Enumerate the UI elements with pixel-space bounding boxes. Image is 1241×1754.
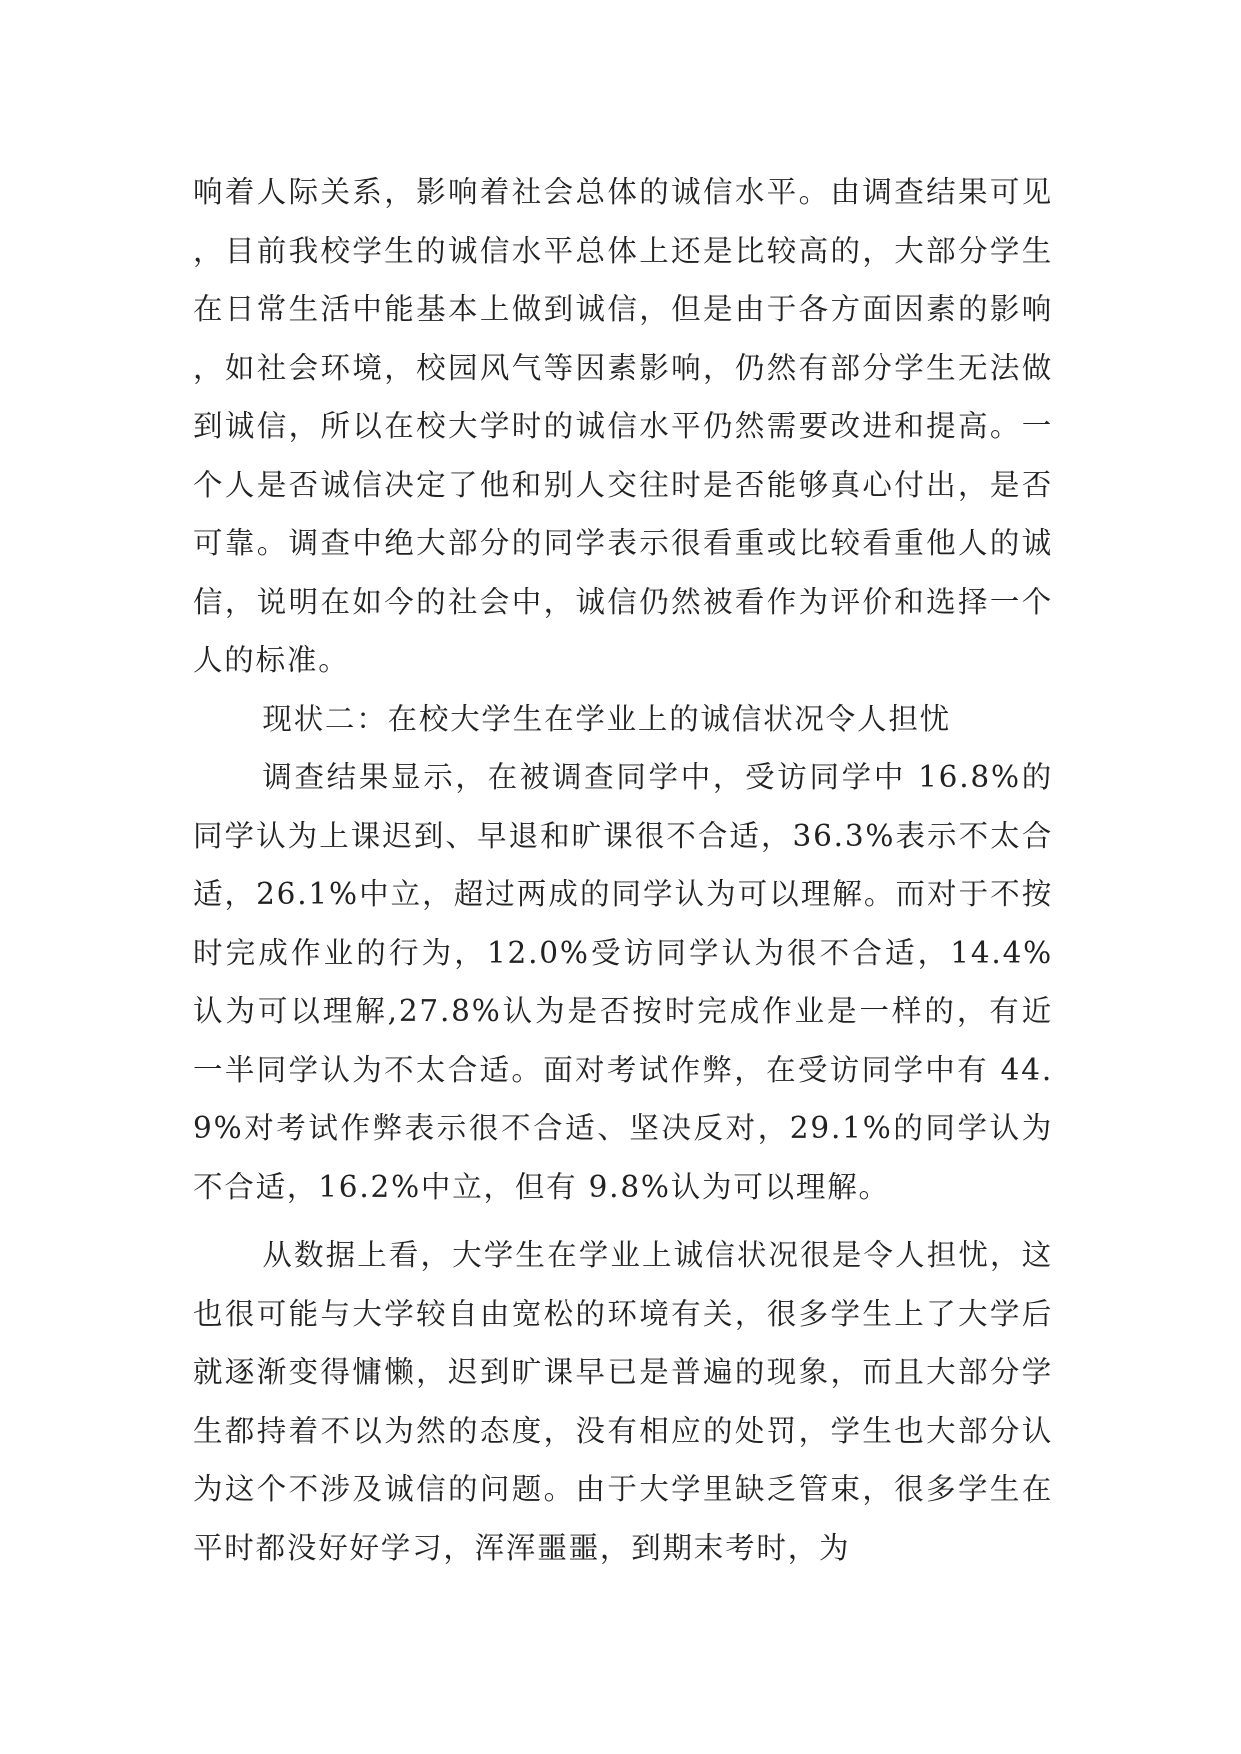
document-body	[193, 163, 1053, 1577]
section-heading-status-two: 现状二：在校大学生在学业上的诚信状况令人担忧	[262, 701, 951, 736]
paragraph-integrity-level: 响着人际关系，影响着社会总体的诚信水平。由调查结果可见，目前我校学生的诚信水平总体上还是比较高的，大部分学生在日常生活中能基本上做到诚信，但是由于各方面因素的影响，如社会环境，校园风气等因素影响，仍然有部分学生无法做到诚信，所以在校大学时的诚信水平仍然需要改进和提高。一个人是否诚信决定了他和别人交往时是否能够真心付出，是否可靠。调查中绝大部分的同学表示很看重或比较看重他人的诚信，说明在如今的社会中，诚信仍然被看作为评价和选择一个人的标准。	[193, 175, 1053, 677]
paragraph-survey-results: 调查结果显示，在被调查同学中，受访同学中 16.8%的同学认为上课迟到、早退和旷课很不合适，36.3%表示不太合适，26.1%中立，超过两成的同学认为可以理解。而对于不按时完成作业的行为，12.0%受访同学认为很不合适，14.4%认为可以理解,27.8%认为是否按时完成作业是一样的，有近一半同学认为不太合适。面对考试作弊，在受访同学中有 44.9%对考试作弊表示很不合适、坚决反对，29.1%的同学认为不合适，16.2%中立，但有 9.8%认为可以理解。	[193, 760, 1053, 1204]
paragraph-data-analysis: 从数据上看，大学生在学业上诚信状况很是令人担忧，这也很可能与大学较自由宽松的环境有关，很多学生上了大学后就逐渐变得慵懒，迟到旷课早已是普遍的现象，而且大部分学生都持着不以为然的态度，没有相应的处罚，学生也大部分认为这个不涉及诚信的问题。由于大学里缺乏管束，很多学生在平时都没好好学习，浑浑噩噩，到期末考时，为	[193, 1238, 1053, 1565]
